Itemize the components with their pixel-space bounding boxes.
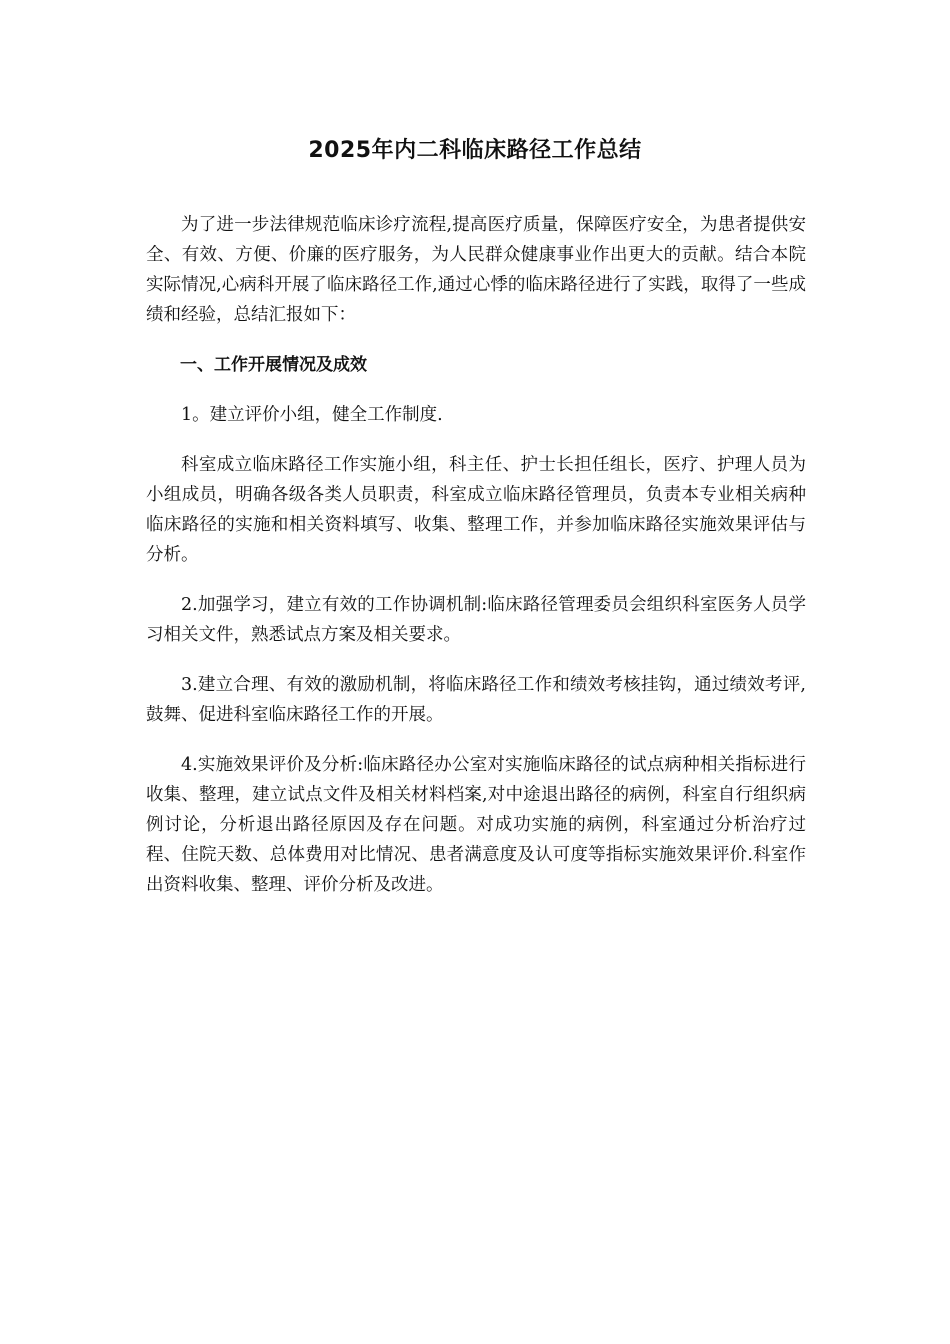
item-1-title: 1。建立评价小组，健全工作制度. (181, 405, 443, 425)
document-body (146, 210, 806, 900)
intro-paragraph: 为了进一步法律规范临床诊疗流程,提高医疗质量，保障医疗安全，为患者提供安全、有效、方便、价廉的医疗服务，为人民群众健康事业作出更大的贡献。结合本院实际情况,心病科开展了临床路径工作,通过心悸的临床路径进行了实践，取得了一些成绩和经验，总结汇报如下： (146, 215, 806, 325)
item-3-paragraph: 3.建立合理、有效的激励机制，将临床路径工作和绩效考核挂钩，通过绩效考评,鼓舞、促进科室临床路径工作的开展。 (146, 675, 806, 725)
item-4-paragraph: 4.实施效果评价及分析:临床路径办公室对实施临床路径的试点病种相关指标进行收集、整理，建立试点文件及相关材料档案,对中途退出路径的病例，科室自行组织病例讨论，分析退出路径原因及存在问题。对成功实施的病例，科室通过分析治疗过程、住院天数、总体费用对比情况、患者满意度及认可度等指标实施效果评价.科室作出资料收集、整理、评价分析及改进。 (146, 755, 806, 895)
document-title: 2025年内二科临床路径工作总结 (308, 138, 642, 163)
item-2-paragraph: 2.加强学习，建立有效的工作协调机制:临床路径管理委员会组织科室医务人员学习相关文件，熟悉试点方案及相关要求。 (146, 595, 806, 645)
item-1-paragraph: 科室成立临床路径工作实施小组，科主任、护士长担任组长，医疗、护理人员为小组成员，明确各级各类人员职责，科室成立临床路径管理员，负责本专业相关病种临床路径的实施和相关资料填写、收集、整理工作，并参加临床路径实施效果评估与分析。 (146, 455, 806, 565)
section-heading: 一、工作开展情况及成效 (180, 355, 367, 375)
